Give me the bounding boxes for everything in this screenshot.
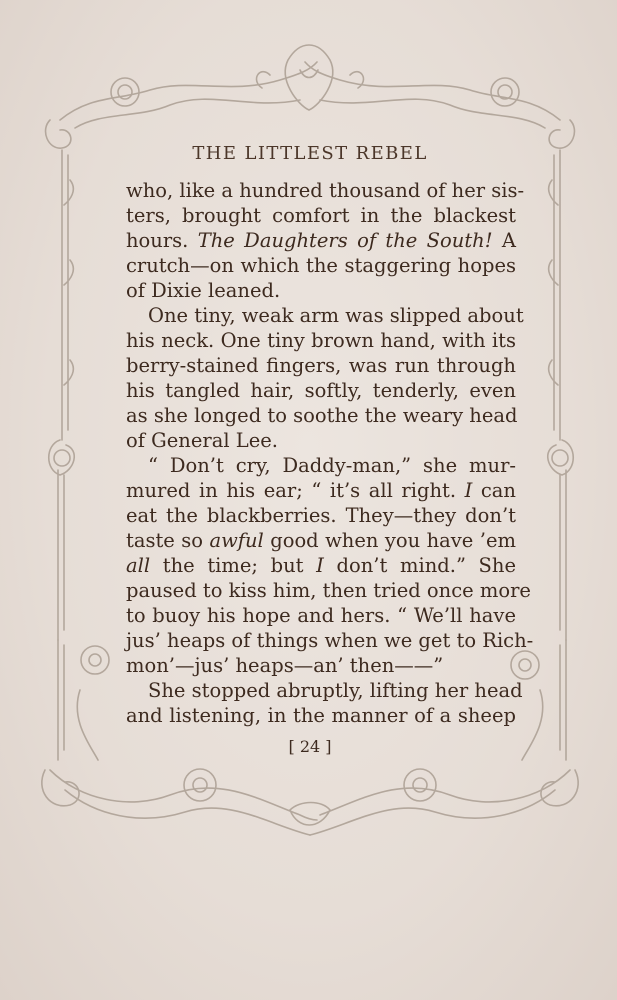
text-line: One tiny, weak arm was slipped about [148, 304, 524, 327]
text-run: I [464, 479, 473, 502]
body-text [126, 178, 534, 728]
text-line [126, 553, 516, 578]
text-line: who, like a hundred thousand of her sis- [126, 179, 525, 202]
text-run: the time; but [150, 554, 317, 577]
text-run: I [316, 554, 324, 577]
text-line: “ Don’t cry, Daddy-man,” she mur- [148, 454, 516, 477]
text-line: paused to kiss him, then tried once more [126, 579, 531, 602]
text-run: awful [209, 529, 264, 552]
text-run: A [492, 229, 517, 252]
text-run: don’t mind.” She [323, 554, 517, 577]
text-line: berry-stained fingers, was run through [126, 354, 516, 377]
text-line: of Dixie leaned. [126, 279, 281, 302]
text-line: eat the blackberries. They—they don’t [126, 504, 516, 527]
text-line: mon’—jus’ heaps—an’ then——” [126, 654, 444, 677]
text-line: She stopped abruptly, lifting her head [148, 679, 523, 702]
text-line: his tangled hair, softly, tenderly, even [126, 379, 516, 402]
text-run: good when you have ’em [263, 529, 516, 552]
text-line: crutch—on which the staggering hopes [126, 254, 516, 277]
text-run: mured in his ear; “ it’s all right. [126, 479, 465, 502]
text-run: can [472, 479, 516, 502]
text-line [126, 228, 516, 253]
page-number: [ 24 ] [288, 737, 332, 756]
text-line: of General Lee. [126, 429, 278, 452]
text-run: hours. [126, 229, 198, 252]
text-line: as she longed to soothe the weary head [126, 404, 518, 427]
running-head: THE LITTLEST REBEL [192, 143, 428, 164]
text-line: to buoy his hope and hers. “ We’ll have [126, 604, 516, 627]
text-line [126, 478, 516, 503]
text-run: The Daughters of the South! [197, 229, 493, 252]
text-line: ters, brought comfort in the blackest [126, 204, 516, 227]
text-line: his neck. One tiny brown hand, with its [126, 329, 516, 352]
text-line [126, 528, 516, 553]
text-line: and listening, in the manner of a sheep [126, 704, 516, 727]
text-run: all [126, 554, 151, 577]
text-line: jus’ heaps of things when we get to Rich- [126, 629, 534, 652]
text-run: taste so [126, 529, 210, 552]
